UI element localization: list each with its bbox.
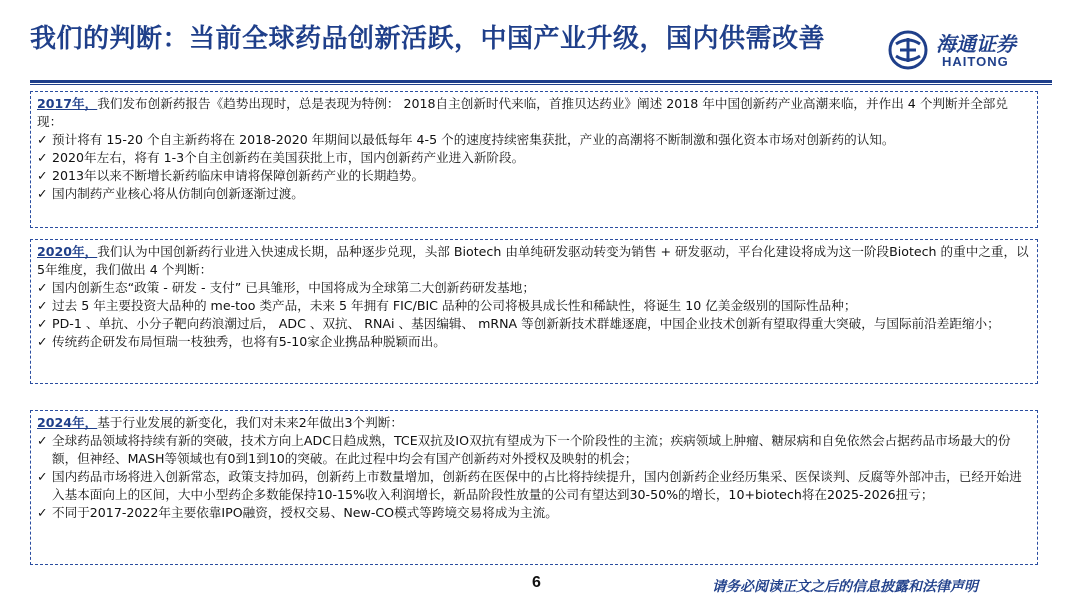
bullet-item: ✓ 传统药企研发布局恒瑞一枝独秀，也将有5-10家企业携品种脱颖而出。 bbox=[37, 334, 446, 349]
check-icon: ✓ bbox=[37, 334, 48, 349]
bullet-item: ✓ 过去 5 年主要投资大品种的 me-too 类产品，未来 5 年拥有 FIC/BIC 品种的公司将极具成长性和稀缺性，将诞生 10 亿美金级别的国际性品种； bbox=[37, 298, 857, 313]
check-icon: ✓ bbox=[37, 186, 48, 201]
box-intro-text: 我们发布创新药报告《趋势出现时，总是表现为特例： 2018自主创新时代来临，首推贝达药业》阐述 2018 年中国创新药产业高潮来临，并作出 4 个判断并全部兑现： bbox=[37, 96, 1008, 129]
box-intro-text: 基于行业发展的新变化，我们对未来2年做出3个判断： bbox=[97, 415, 403, 430]
judgment-box-2017 bbox=[30, 91, 1038, 228]
check-icon: ✓ bbox=[37, 168, 48, 183]
bullet-item: ✓ 国内创新生态“政策 - 研发 - 支付” 已具雏形，中国将成为全球第二大创新药研发基地； bbox=[37, 280, 535, 295]
haitong-logo-icon bbox=[888, 30, 928, 70]
bullet-item: ✓ 2013年以来不断增长新药临床申请将保障创新药产业的长期趋势。 bbox=[37, 168, 425, 183]
box-intro bbox=[37, 243, 1031, 279]
box-intro bbox=[37, 414, 1031, 432]
bullet-item: ✓ 全球药品领域将持续有新的突破，技术方向上ADC日趋成熟，TCE双抗及IO双抗有望成为下一个阶段性的主流；疾病领域上肿瘤、糖尿病和自免依然会占据药品市场最大的份额，但神经、MASH等领域也有0到1到10的突破。在此过程中均会有国产创新药对外授权及映射的机会； bbox=[37, 433, 1011, 466]
box-lead-year: 2020年， bbox=[37, 244, 98, 259]
bullet-item: ✓ 不同于2017-2022年主要依靠IPO融资，授权交易、New-CO模式等跨境交易将成为主流。 bbox=[37, 505, 558, 520]
check-icon: ✓ bbox=[37, 433, 48, 448]
legal-disclaimer: 请务必阅读正文之后的信息披露和法律声明 bbox=[712, 579, 978, 595]
page-title: 我们的判断：当前全球药品创新活跃，中国产业升级，国内供需改善 bbox=[30, 24, 826, 54]
check-icon: ✓ bbox=[37, 150, 48, 165]
check-icon: ✓ bbox=[37, 316, 48, 331]
bullet-item: ✓ 预计将有 15-20 个自主新药将在 2018-2020 年期间以最低每年 4-5 个的速度持续密集获批，产业的高潮将不断制激和强化资本市场对创新药的认知。 bbox=[37, 132, 895, 147]
bullet-item: ✓ 国内制药产业核心将从仿制向创新逐渐过渡。 bbox=[37, 186, 304, 201]
judgment-box-2020 bbox=[30, 239, 1038, 384]
box-lead-year: 2017年， bbox=[37, 96, 98, 111]
box-intro bbox=[37, 95, 1031, 131]
header-divider-thin bbox=[30, 84, 1052, 85]
check-icon: ✓ bbox=[37, 469, 48, 484]
check-icon: ✓ bbox=[37, 132, 48, 147]
logo-chinese-name: 海通证券 bbox=[936, 32, 1016, 56]
header-divider bbox=[30, 80, 1052, 83]
bullet-item: ✓ 国内药品市场将进入创新常态，政策支持加码，创新药上市数量增加，创新药在医保中的占比将持续提升，国内创新药企业经历集采、医保谈判、反腐等外部冲击，已经开始进入基本面向上的区间，大中小型药企多数能保持10-15%收入利润增长，新品阶段性放量的公司有望达到30-50%的增长，10+biotech将在2025-2026扭亏； bbox=[37, 469, 1022, 502]
check-icon: ✓ bbox=[37, 298, 48, 313]
haitong-logo bbox=[888, 28, 1048, 72]
bullet-item: ✓ PD-1 、单抗、小分子靶向药浪潮过后， ADC 、双抗、 RNAi 、基因编辑、 mRNA 等创新新技术群雄逐鹿，中国企业技术创新有望取得重大突破，与国际前沿差距缩小； bbox=[37, 316, 1000, 331]
box-intro-text: 我们认为中国创新药行业进入快速成长期，品种逐步兑现，头部 Biotech 由单纯研发驱动转变为销售 + 研发驱动，平台化建设将成为这一阶段Biotech 的重中之重，以5年维度，我们做出 4 个判断： bbox=[37, 244, 1029, 277]
check-icon: ✓ bbox=[37, 505, 48, 520]
bullet-item: ✓ 2020年左右，将有 1-3个自主创新药在美国获批上市，国内创新药产业进入新阶段。 bbox=[37, 150, 525, 165]
check-icon: ✓ bbox=[37, 280, 48, 295]
judgment-box-2024 bbox=[30, 410, 1038, 565]
page-number: 6 bbox=[532, 574, 541, 591]
logo-english-name: HAITONG bbox=[942, 54, 1009, 69]
box-lead-year: 2024年， bbox=[37, 415, 98, 430]
